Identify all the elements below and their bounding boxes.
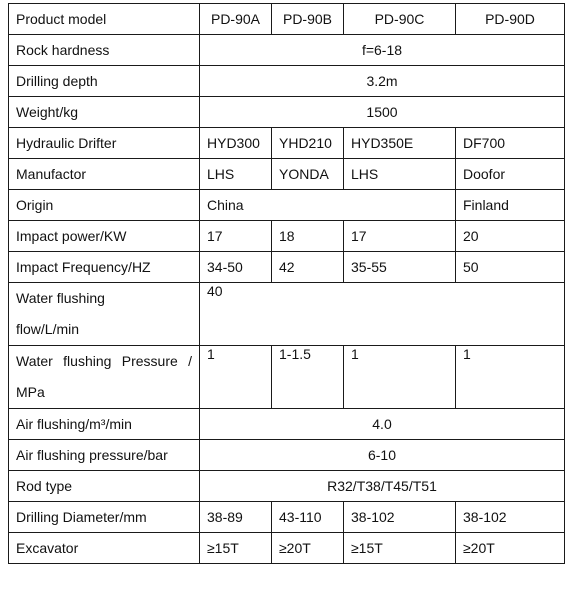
header-model-c: PD-90C [344, 4, 456, 35]
cell-value: ≥15T [344, 533, 456, 564]
row-label-word: Pressure [121, 353, 178, 369]
cell-value: f=6-18 [200, 35, 565, 66]
table-row [9, 221, 565, 252]
table-row [9, 283, 565, 346]
cell-value: 42 [272, 252, 344, 283]
cell-value: 50 [456, 252, 565, 283]
cell-value: 43-110 [272, 502, 344, 533]
table-row [9, 252, 565, 283]
cell-value: Doofor [456, 159, 565, 190]
row-label: Drilling depth [9, 66, 200, 97]
header-label: Product model [9, 4, 200, 35]
row-label-word: Water [16, 353, 53, 369]
table-row [9, 471, 565, 502]
cell-value: 1 [200, 346, 272, 409]
header-model-b: PD-90B [272, 4, 344, 35]
row-label-word: / [188, 353, 192, 369]
row-label-line2: flow/L/min [16, 321, 80, 337]
cell-value: 1 [456, 346, 565, 409]
table-row [9, 159, 565, 190]
row-label-line1: Water flushing [16, 290, 105, 306]
row-label [9, 346, 200, 409]
cell-value: 20 [456, 221, 565, 252]
cell-value: 40 [200, 283, 565, 346]
cell-value: R32/T38/T45/T51 [200, 471, 565, 502]
row-label: Rod type [9, 471, 200, 502]
table-row [9, 97, 565, 128]
cell-value: DF700 [456, 128, 565, 159]
row-label: Air flushing pressure/bar [9, 440, 200, 471]
cell-value: YONDA [272, 159, 344, 190]
spec-table [8, 3, 565, 564]
cell-value: 18 [272, 221, 344, 252]
table-row [9, 409, 565, 440]
table-row [9, 533, 565, 564]
table-row [9, 502, 565, 533]
row-label-word: flushing [63, 353, 112, 369]
cell-value: 1500 [200, 97, 565, 128]
row-label: Origin [9, 190, 200, 221]
table-row [9, 128, 565, 159]
table-row [9, 35, 565, 66]
table-row [9, 66, 565, 97]
header-model-d: PD-90D [456, 4, 565, 35]
row-label: Drilling Diameter/mm [9, 502, 200, 533]
cell-value: ≥15T [200, 533, 272, 564]
cell-value: HYD350E [344, 128, 456, 159]
row-label-line2: MPa [16, 384, 45, 400]
cell-value: LHS [200, 159, 272, 190]
row-label: Impact power/KW [9, 221, 200, 252]
cell-value: China [200, 190, 456, 221]
table-row [9, 190, 565, 221]
table-row-header [9, 4, 565, 35]
cell-value: Finland [456, 190, 565, 221]
cell-value: 35-55 [344, 252, 456, 283]
cell-value: ≥20T [272, 533, 344, 564]
row-label: Impact Frequency/HZ [9, 252, 200, 283]
cell-value: HYD300 [200, 128, 272, 159]
cell-value: 17 [200, 221, 272, 252]
cell-value: 3.2m [200, 66, 565, 97]
cell-value: ≥20T [456, 533, 565, 564]
cell-value: 38-102 [344, 502, 456, 533]
row-label: Excavator [9, 533, 200, 564]
cell-value: 38-102 [456, 502, 565, 533]
cell-value: 4.0 [200, 409, 565, 440]
cell-value: 6-10 [200, 440, 565, 471]
cell-value: 38-89 [200, 502, 272, 533]
table-row [9, 346, 565, 409]
row-label: Weight/kg [9, 97, 200, 128]
row-label-line1 [16, 346, 192, 377]
cell-value: 17 [344, 221, 456, 252]
cell-value: 34-50 [200, 252, 272, 283]
header-model-a: PD-90A [200, 4, 272, 35]
row-label: Manufactor [9, 159, 200, 190]
row-label: Hydraulic Drifter [9, 128, 200, 159]
row-label [9, 283, 200, 346]
row-label: Air flushing/m³/min [9, 409, 200, 440]
cell-value: 1 [344, 346, 456, 409]
row-label: Rock hardness [9, 35, 200, 66]
cell-value: 1-1.5 [272, 346, 344, 409]
cell-value: LHS [344, 159, 456, 190]
table-row [9, 440, 565, 471]
cell-value: YHD210 [272, 128, 344, 159]
